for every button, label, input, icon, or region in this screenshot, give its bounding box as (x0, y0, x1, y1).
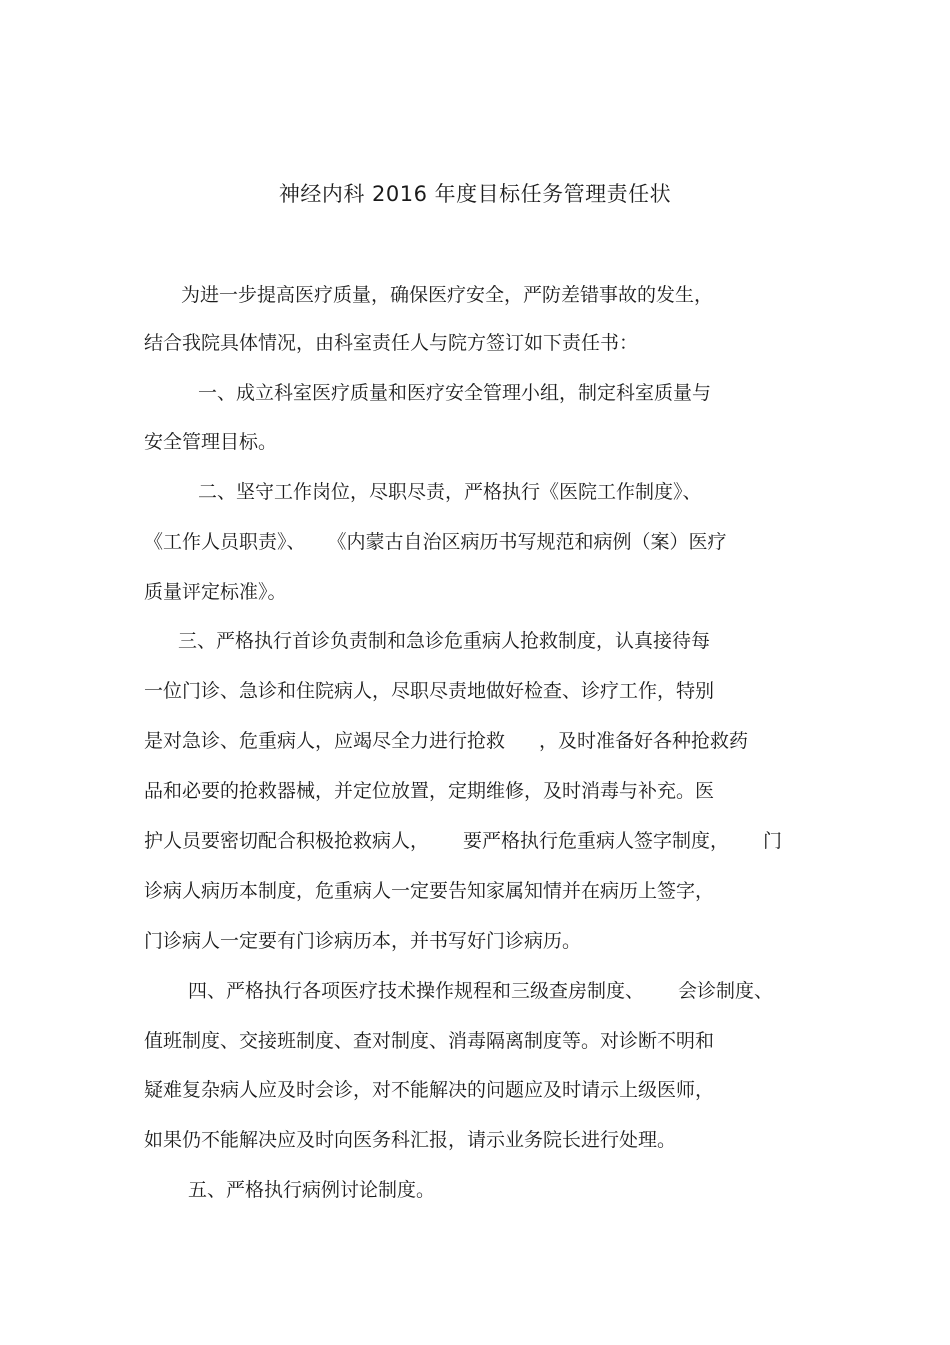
paragraph-line (188, 978, 773, 1004)
paragraph-line: 三、严格执行首诊负责制和急诊危重病人抢救制度，认真接待每 (178, 630, 711, 652)
paragraph-line: 品和必要的抢救器械，并定位放置，定期维修，及时消毒与补充。医 (144, 780, 715, 802)
paragraph-line (144, 529, 727, 555)
paragraph-line: 结合我院具体情况，由科室责任人与院方签订如下责任书： (144, 332, 639, 354)
paragraph-line: 五、严格执行病例讨论制度。 (188, 1179, 436, 1201)
text-fragment: 要严格执行危重病人签字制度， (463, 830, 730, 852)
paragraph-line: 安全管理目标。 (144, 431, 278, 453)
paragraph-line: 为进一步提高医疗质量，确保医疗安全，严防差错事故的发生， (181, 284, 714, 306)
paragraph-line: 二、坚守工作岗位，尽职尽责，严格执行《医院工作制度》、 (198, 481, 702, 503)
paragraph-line: 值班制度、交接班制度、查对制度、消毒隔离制度等。对诊断不明和 (144, 1030, 715, 1052)
paragraph-line: 质量评定标准》。 (144, 581, 287, 603)
text-fragment: 门 (763, 830, 783, 852)
paragraph-line: 一、成立科室医疗质量和医疗安全管理小组，制定科室质量与 (198, 382, 712, 404)
paragraph-line: 诊病人病历本制度，危重病人一定要告知家属知情并在病历上签字， (144, 880, 715, 902)
paragraph-line (144, 828, 782, 854)
paragraph-line: 一位门诊、急诊和住院病人，尽职尽责地做好检查、诊疗工作，特别 (144, 680, 715, 702)
text-fragment: 《工作人员职责》、 (144, 531, 306, 553)
text-fragment: ，及时准备好各种抢救药 (539, 730, 749, 752)
text-fragment: 是对急诊、危重病人，应竭尽全力进行抢救 (144, 730, 506, 752)
text-fragment: 《内蒙古自治区病历书写规范和病例（案）医疗 (327, 531, 727, 553)
text-fragment: 会诊制度、 (678, 980, 774, 1002)
paragraph-line: 门诊病人一定要有门诊病历本，并书写好门诊病历。 (144, 930, 582, 952)
paragraph-line: 疑难复杂病人应及时会诊，对不能解决的问题应及时请示上级医师， (144, 1079, 715, 1101)
text-fragment: 护人员要密切配合积极抢救病人， (144, 830, 430, 852)
text-fragment: 四、严格执行各项医疗技术操作规程和三级查房制度、 (188, 980, 645, 1002)
paragraph-line: 如果仍不能解决应及时向医务科汇报，请示业务院长进行处理。 (144, 1129, 677, 1151)
paragraph-line (144, 728, 748, 754)
document-title: 神经内科 2016 年度目标任务管理责任状 (278, 182, 672, 206)
